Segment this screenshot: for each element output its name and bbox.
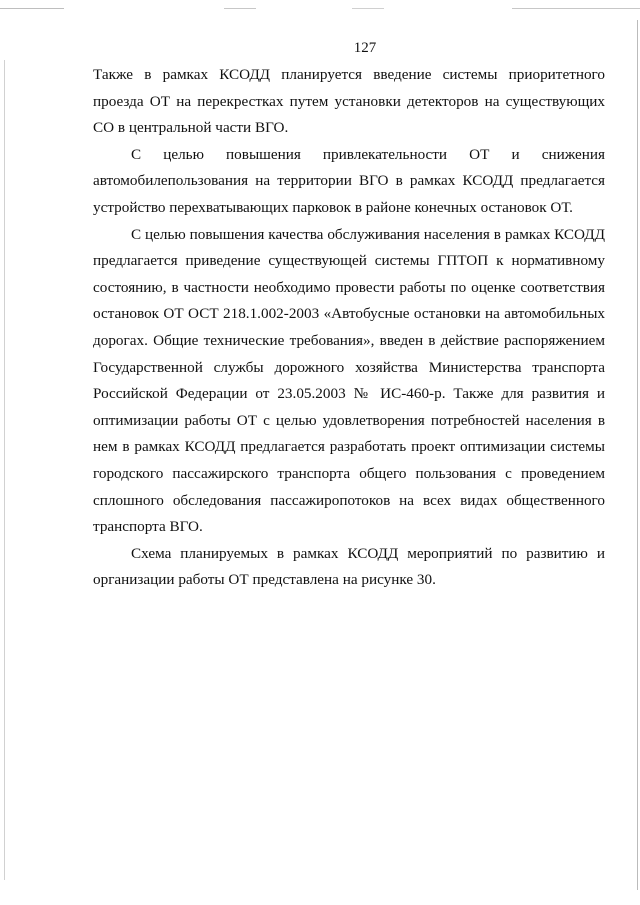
paragraph-intercept-parking: С целью повышения привлекательности ОТ и снижения автомобилепользования на территории ВГО в рамках КСОДД предлагается устройство перехватывающих парковок в районе конечных остановок ОТ. xyxy=(93,145,605,216)
document-body xyxy=(93,62,605,594)
page-number: 127 xyxy=(353,40,377,56)
paragraph-service-quality: С целью повышения качества обслуживания населения в рамках КСОДД предлагается приведение существующей системы ГПТОП к нормативному состоянию, в частности необходимо провести работы по оценке соответствия остановок ОТ ОСТ 218.1.002-2003 «Автобусные остановки на автомобильных дорогах. Общие технические требования», введен в действие распоряжением Государственной службы дорожного хозяйства Министерства транспорта Российской Федерации от 23.05.2003 № ИС-460-р. Также для развития и оптимизации работы ОТ с целью удовлетворения потребностей населения в нем в рамках КСОДД предлагается разработать проект оптимизации системы городского пассажирского транспорта общего пользования с проведением сплошного обследования пассажиропотоков на всех видах общественного транспорта ВГО. xyxy=(93,225,605,536)
scan-right-edge xyxy=(637,20,638,890)
paragraph-figure-reference: Схема планируемых в рамках КСОДД мероприятий по развитию и организации работы ОТ представлена на рисунке 30. xyxy=(93,544,605,589)
paragraph-priority-passage: Также в рамках КСОДД планируется введение системы приоритетного проезда ОТ на перекрестках путем установки детекторов на существующих СО в центральной части ВГО. xyxy=(93,66,605,137)
scan-top-edge xyxy=(0,8,640,9)
scan-left-edge xyxy=(4,60,5,880)
